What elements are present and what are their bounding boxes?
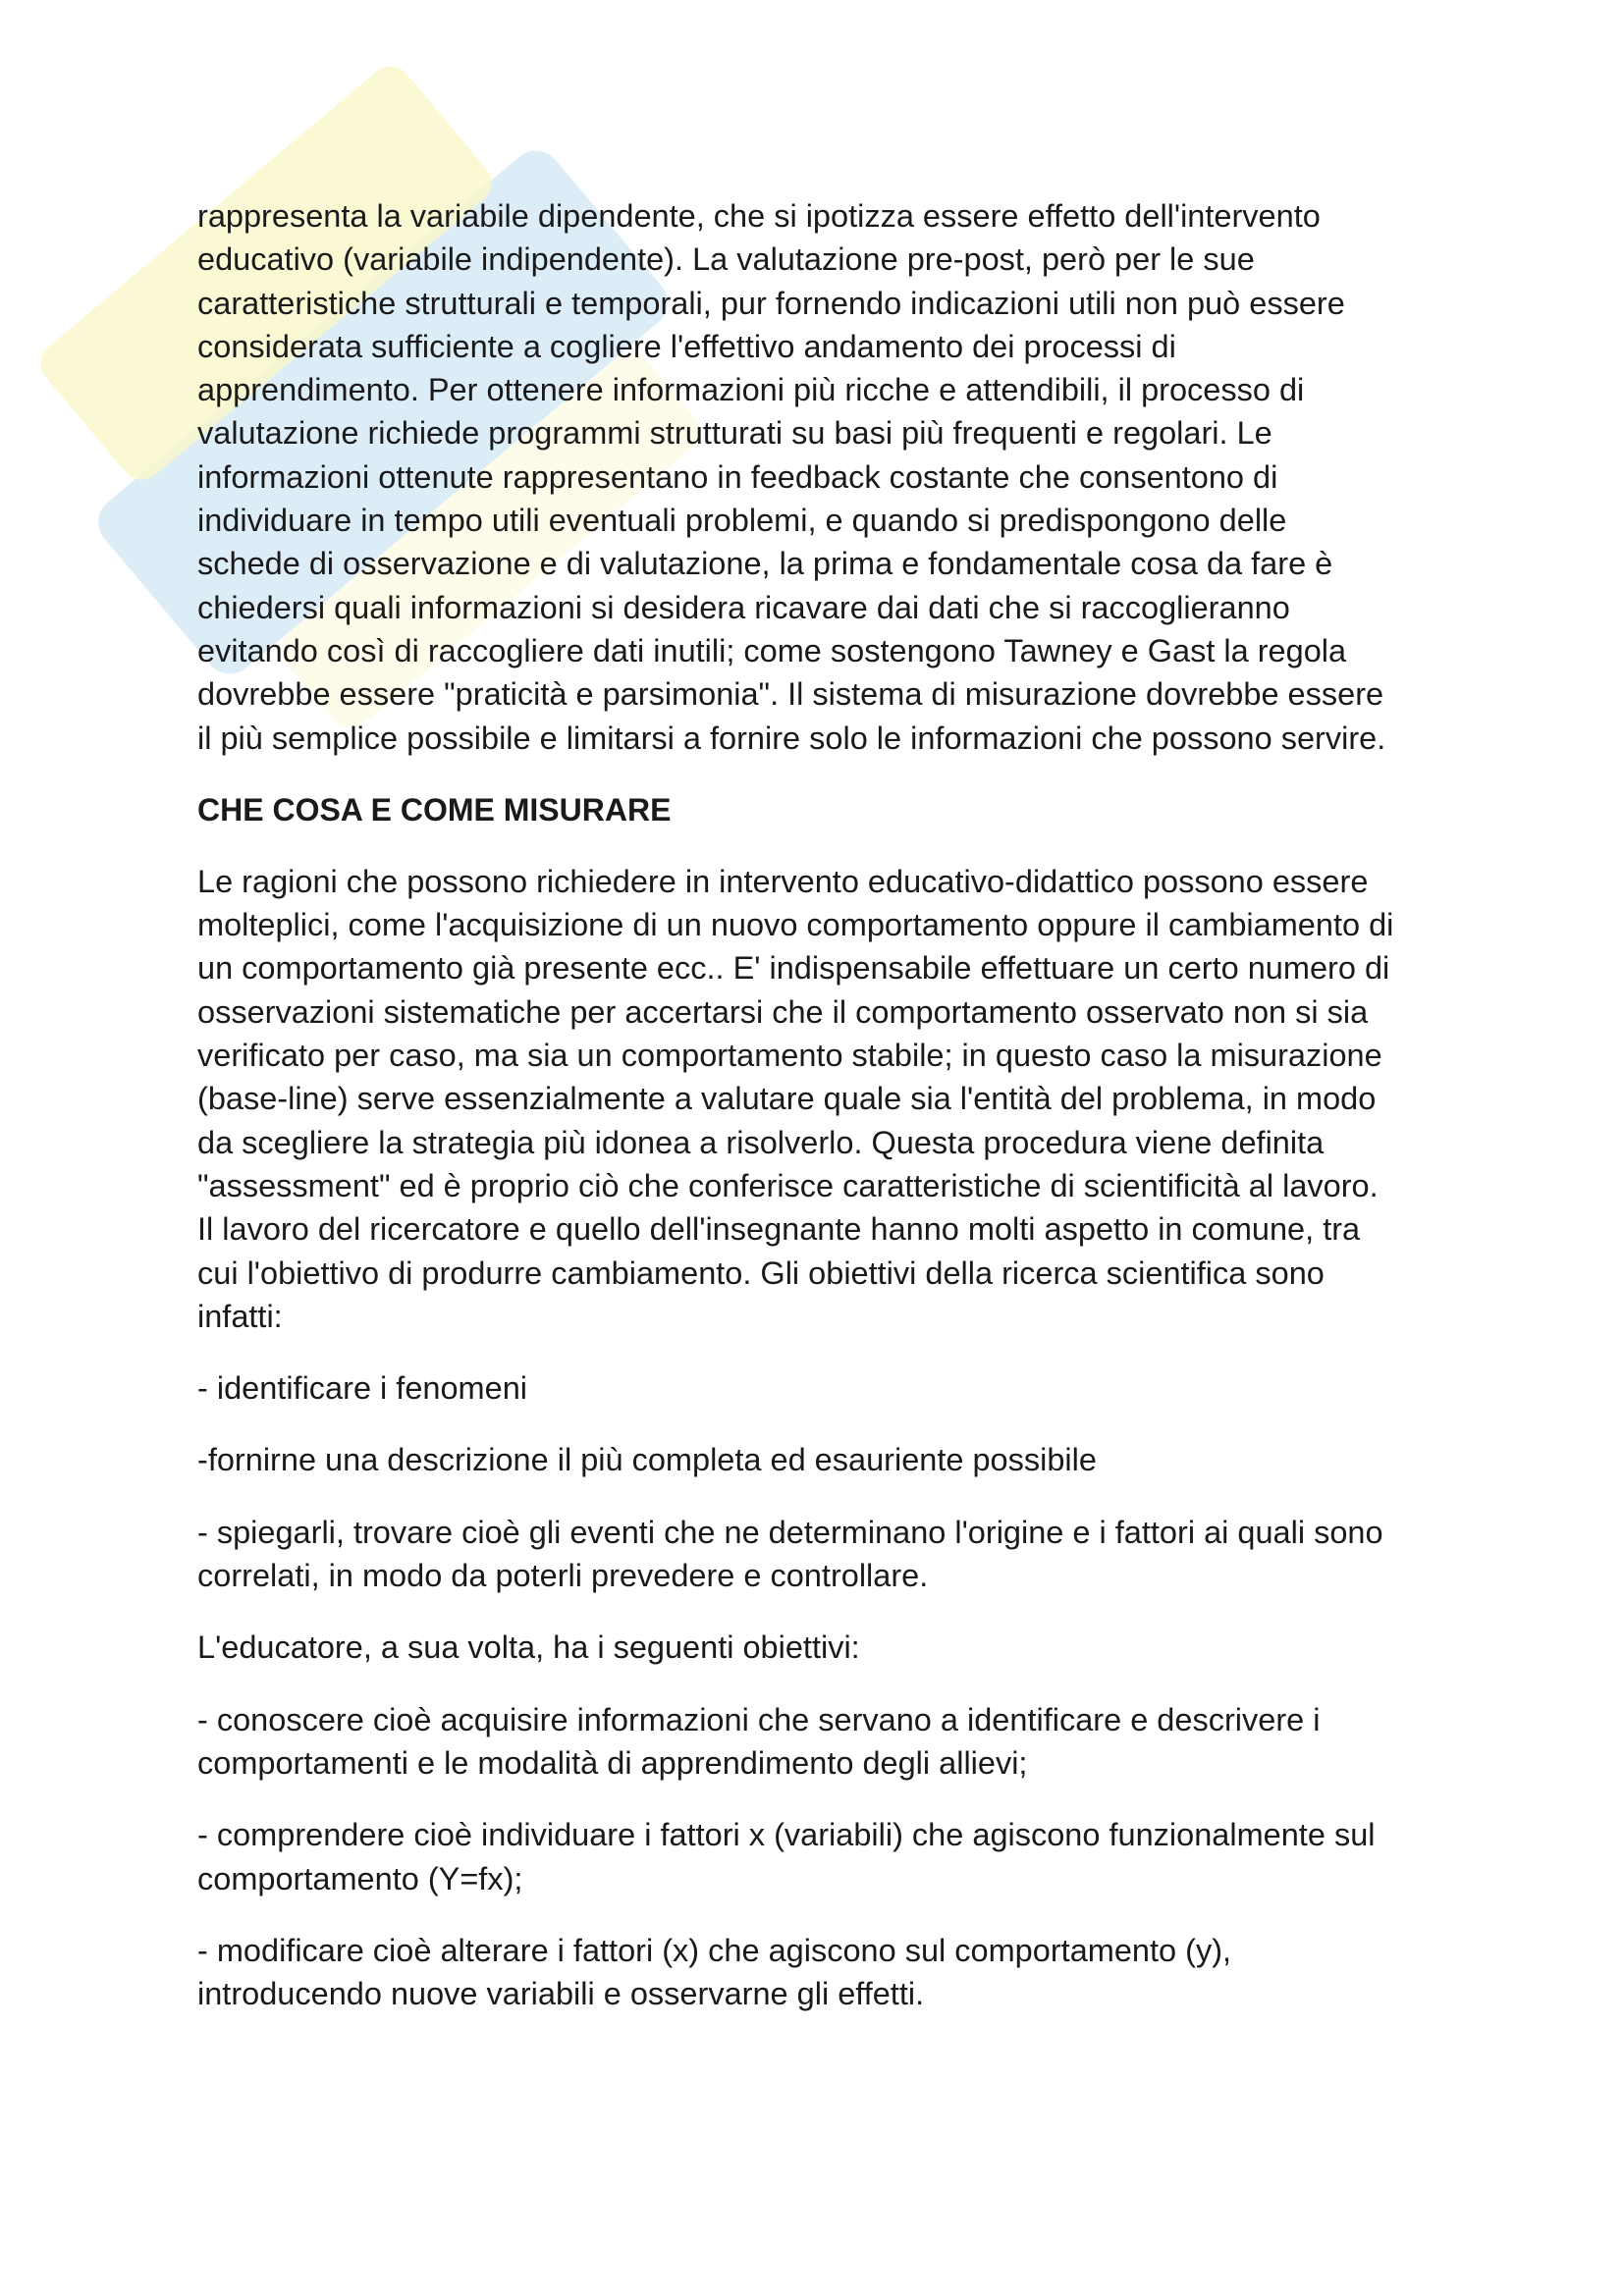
educator-goal-item: - conoscere cioè acquisire informazioni che servano a identificare e descrivere i comportamenti e le modalità di apprendimento degli allievi;	[197, 1701, 1321, 1781]
research-goal-item: -fornirne una descrizione il più completa ed esauriente possibile	[197, 1442, 1097, 1478]
research-goal-item: - spiegarli, trovare cioè gli eventi che ne determinano l'origine e i fattori ai quali sono correlati, in modo da poterli prevedere e controllare.	[197, 1514, 1383, 1594]
research-goal-item: - identificare i fenomeni	[197, 1370, 527, 1407]
document-body	[197, 194, 1444, 2044]
intro-paragraph: rappresenta la variabile dipendente, che si ipotizza essere effetto dell'intervento educativo (variabile indipendente). La valutazione pre-post, però per le sue caratteristiche strutturali e temporali, pur fornendo indicazioni utili non può essere considerata sufficiente a cogliere l'effettivo andamento dei processi di apprendimento. Per ottenere informazioni più ricche e attendibili, il processo di valutazione richiede programmi strutturati su basi più frequenti e regolari. Le informazioni ottenute rappresentano in feedback costante che consentono di individuare in tempo utili eventuali problemi, e quando si predispongono delle schede di osservazione e di valutazione, la prima e fondamentale cosa da fare è chiedersi quali informazioni si desidera ricavare dai dati che si raccoglieranno evitando così di raccogliere dati inutili; come sostengono Tawney e Gast la regola dovrebbe essere "praticità e parsimonia". Il sistema di misurazione dovrebbe essere il più semplice possibile e limitarsi a fornire solo le informazioni che possono servire.	[197, 198, 1386, 756]
educator-goal-item: - comprendere cioè individuare i fattori x (variabili) che agiscono funzionalmente sul comportamento (Y=fx);	[197, 1817, 1376, 1896]
main-paragraph: Le ragioni che possono richiedere in intervento educativo-didattico possono essere molteplici, come l'acquisizione di un nuovo comportamento oppure il cambiamento di un comportamento già presente ecc.. E' indispensabile effettuare un certo numero di osservazioni sistematiche per accertarsi che il comportamento osservato non si sia verificato per caso, ma sia un comportamento stabile; in questo caso la misurazione (base-line) serve essenzialmente a valutare quale sia l'entità del problema, in modo da scegliere la strategia più idonea a risolverlo. Questa procedura viene definita "assessment" ed è proprio ciò che conferisce caratteristiche di scientificità al lavoro. Il lavoro del ricercatore e quello dell'insegnante hanno molti aspetto in comune, tra cui l'obiettivo di produrre cambiamento. Gli obiettivi della ricerca scientifica sono infatti:	[197, 863, 1394, 1334]
educator-goal-item: - modificare cioè alterare i fattori (x) che agiscono sul comportamento (y), introducendo nuove variabili e osservarne gli effetti.	[197, 1932, 1232, 2012]
section-heading: CHE COSA E COME MISURARE	[197, 791, 672, 828]
educator-intro: L'educatore, a sua volta, ha i seguenti obiettivi:	[197, 1629, 860, 1666]
